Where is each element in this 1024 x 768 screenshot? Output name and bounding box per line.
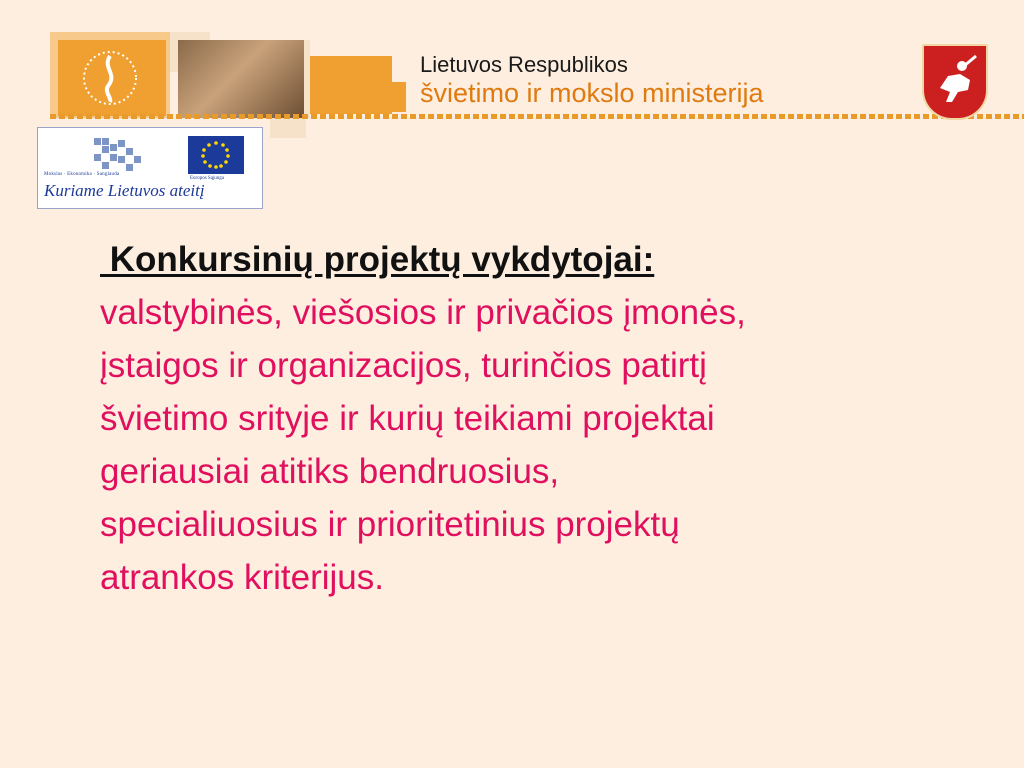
collage-tile [392, 82, 406, 112]
slide-heading: Konkursinių projektų vykdytojai: [100, 240, 655, 279]
collage-photo [178, 40, 304, 118]
slide-body [100, 233, 980, 604]
body-line: švietimo srityje ir kurių teikiami projektai [100, 399, 715, 438]
eu-funding-logo [37, 127, 263, 209]
collage-tile [270, 118, 306, 138]
body-line: valstybinės, viešosios ir privačios įmonės, [100, 293, 746, 332]
body-line: įstaigos ir organizacijos, turinčios patirtį [100, 346, 707, 385]
pixel-map-icon [84, 134, 156, 174]
eu-caption-right: Europos Sąjunga [190, 176, 225, 181]
header-divider [50, 114, 1024, 119]
ministry-title-line2: švietimo ir mokslo ministerija [420, 78, 764, 108]
body-line: atrankos kriterijus. [100, 558, 384, 597]
body-line: geriausiai atitiks bendruosius, [100, 452, 560, 491]
collage-tile [310, 56, 392, 114]
flame-emblem-icon [58, 40, 166, 116]
eu-caption-left: Mokslas · Ekonomika · Sanglauda [44, 172, 120, 177]
body-line: specialiuosius ir prioritetinius projektų [100, 505, 680, 544]
eu-flag-icon [188, 136, 244, 174]
ministry-title-line1: Lietuvos Respublikos [420, 52, 628, 77]
eu-slogan: Kuriame Lietuvos ateitį [44, 181, 205, 200]
ministry-emblem-tile [58, 40, 166, 116]
coat-of-arms-icon [922, 44, 988, 120]
